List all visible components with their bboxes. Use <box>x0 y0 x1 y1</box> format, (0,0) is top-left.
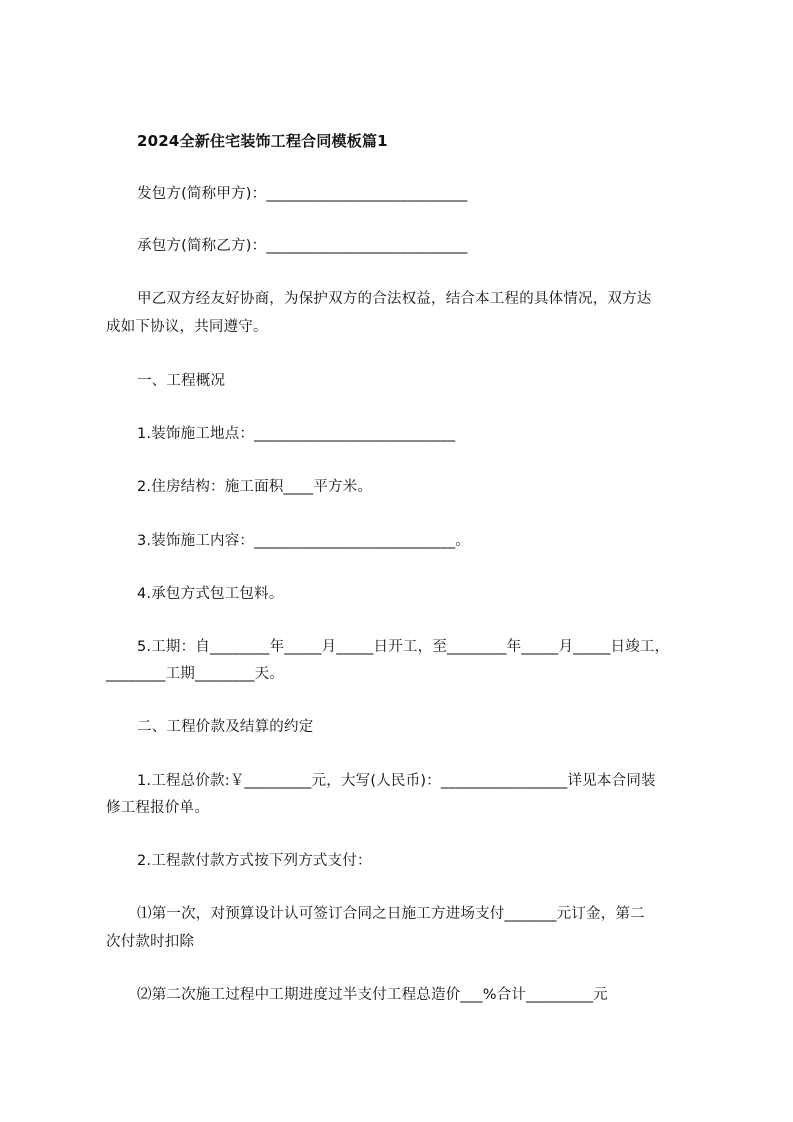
item-housing-structure: 2.住房结构：施工面积____平方米。 <box>137 479 373 495</box>
section-1-heading: 一、工程概况 <box>137 373 226 389</box>
document-title: 2024全新住宅装饰工程合同模板篇1 <box>137 132 388 150</box>
item-decoration-location: 1.装饰施工地点：___________________________ <box>137 426 456 442</box>
item-contract-method: 4.承包方式包工包料。 <box>137 586 284 602</box>
item-first-payment-line-2: 次付款时扣除 <box>106 934 195 950</box>
item-total-price-line-2: 修工程报价单。 <box>106 800 209 816</box>
intro-paragraph-line-1: 甲乙双方经友好协商，为保护双方的合法权益，结合本工程的具体情况，双方达 <box>137 291 652 307</box>
item-payment-method: 2.工程款付款方式按下列方式支付： <box>137 853 372 869</box>
item-second-payment: ⑵第二次施工过程中工期进度过半支付工程总造价___%合计_________元 <box>137 987 608 1003</box>
intro-paragraph-line-2: 成如下协议，共同遵守。 <box>106 319 268 335</box>
item-decoration-content: 3.装饰施工内容：___________________________。 <box>137 533 470 549</box>
item-schedule-line-2: ________工期________天。 <box>106 666 284 682</box>
item-first-payment-line-1: ⑴第一次，对预算设计认可签订合同之日施工方进场支付_______元订金，第二 <box>137 906 645 922</box>
party-a-field: 发包方(简称甲方)：___________________________ <box>137 186 468 202</box>
item-total-price-line-1: 1.工程总价款:￥_________元，大写(人民币)：_________________详见本合同装 <box>137 773 656 789</box>
section-2-heading: 二、工程价款及结算的约定 <box>137 719 314 735</box>
item-schedule-line-1: 5.工期：自________年_____月_____日开工，至________年_____月_____日竣工， <box>137 639 670 655</box>
party-b-field: 承包方(简称乙方)：___________________________ <box>137 238 468 254</box>
